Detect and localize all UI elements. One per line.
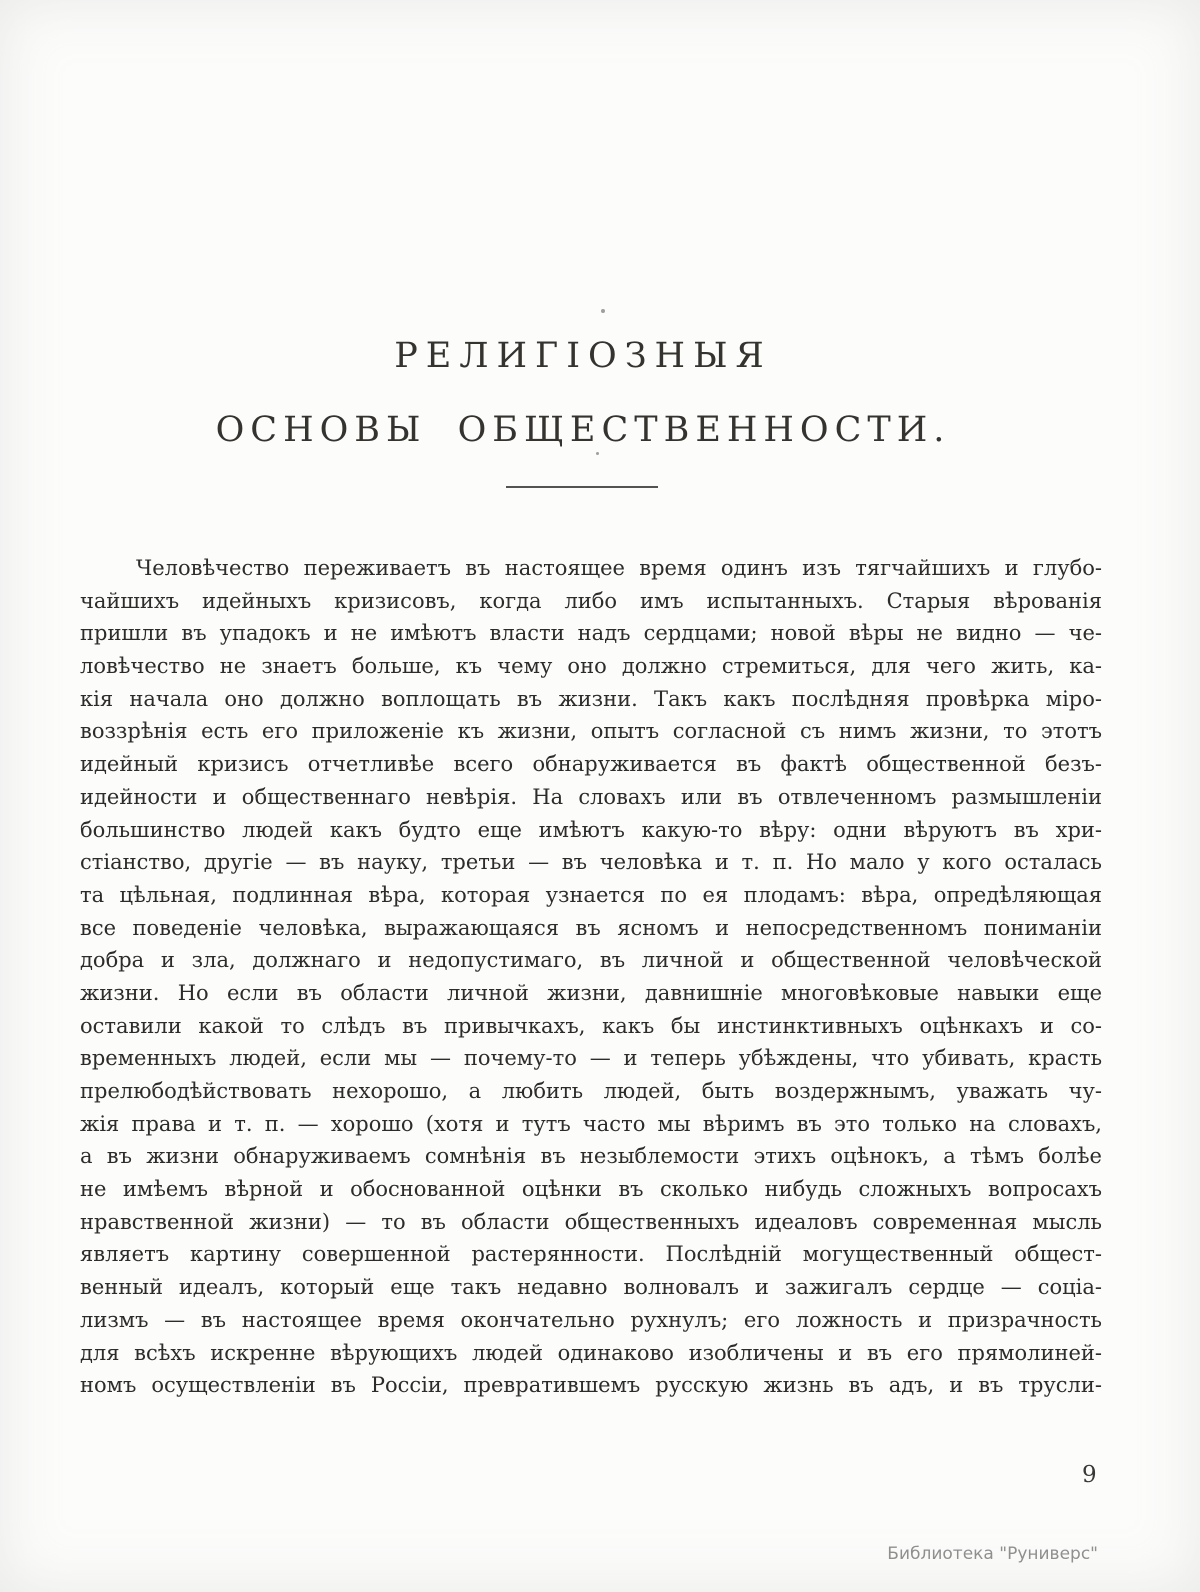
text-line: чайшихъ идейныхъ кризисовъ, когда либо имъ испытанныхъ. Старыя вѣрованія: [80, 588, 1102, 613]
text-line: не имѣемъ вѣрной и обоснованной оцѣнки въ сколько нибудь сложныхъ вопросахъ: [80, 1177, 1102, 1202]
text-line: Человѣчество переживаетъ въ настоящее время одинъ изъ тягчайшихъ и глубо-: [136, 556, 1102, 580]
text-line: ловѣчество не знаетъ больше, къ чему оно должно стремиться, для чего жить, ка-: [80, 654, 1102, 679]
library-watermark: Библиотека "Руниверс": [887, 1544, 1098, 1564]
text-line: номъ осуществленіи въ Россіи, превратившемъ русскую жизнь въ адъ, и въ трусли-: [80, 1373, 1102, 1398]
chapter-title-line-1: РЕЛИГІОЗНЫЯ: [394, 336, 772, 376]
text-line: все поведеніе человѣка, выражающаяся въ ясномъ и непосредственномъ пониманіи: [80, 915, 1102, 940]
text-line: для всѣхъ искренне вѣрующихъ людей одинаково изобличены и въ его прямолиней-: [80, 1340, 1102, 1365]
page-number: 9: [1082, 1462, 1097, 1488]
text-line: та цѣльная, подлинная вѣра, которая узнается по ея плодамъ: вѣра, опредѣляющая: [80, 882, 1102, 907]
text-line: являетъ картину совершенной растерянности. Послѣдній могущественный общест-: [80, 1242, 1102, 1267]
text-line: жія права и т. п. — хорошо (хотя и тутъ часто мы вѣримъ въ это только на словахъ,: [80, 1111, 1102, 1136]
scan-artifact-dot: [601, 309, 605, 313]
text-line: а въ жизни обнаруживаемъ сомнѣнія въ незыблемости этихъ оцѣнокъ, а тѣмъ болѣе: [80, 1144, 1102, 1169]
text-line: воззрѣнія есть его приложеніе къ жизни, опытъ согласной съ нимъ жизни, то этотъ: [80, 719, 1102, 744]
title-divider-rule: [506, 486, 658, 488]
text-line: жизни. Но если въ области личной жизни, давнишніе многовѣковые навыки еще: [80, 980, 1102, 1005]
text-line: оставили какой то слѣдъ въ привычкахъ, какъ бы инстинктивныхъ оцѣнкахъ и со-: [80, 1013, 1102, 1038]
text-line: прелюбодѣйствовать нехорошо, а любить людей, быть воздержнымъ, уважать чу-: [80, 1079, 1102, 1103]
text-line: пришли въ упадокъ и не имѣютъ власти надъ сердцами; новой вѣры не видно — че-: [80, 621, 1102, 646]
text-line: венный идеалъ, который еще такъ недавно волновалъ и зажигалъ сердце — соціа-: [80, 1275, 1102, 1300]
chapter-title-line-2: ОСНОВЫ ОБЩЕСТВЕННОСТИ.: [215, 410, 951, 450]
text-line: добра и зла, должнаго и недопустимаго, въ личной и общественной человѣческой: [80, 948, 1102, 973]
text-line: стіанство, другіе — въ науку, третьи — въ человѣка и т. п. Но мало у кого осталась: [80, 850, 1102, 875]
text-line: лизмъ — въ настоящее время окончательно рухнулъ; его ложность и призрачность: [80, 1307, 1102, 1332]
text-line: кія начала оно должно воплощать въ жизни. Такъ какъ послѣдняя провѣрка міро-: [80, 686, 1102, 711]
text-line: временныхъ людей, если мы — почему-то — и теперь убѣждены, что убивать, красть: [80, 1046, 1102, 1071]
text-line: большинство людей какъ будто еще имѣютъ какую-то вѣру: одни вѣруютъ въ хри-: [80, 817, 1102, 842]
text-line: нравственной жизни) — то въ области общественныхъ идеаловъ современная мысль: [80, 1209, 1102, 1234]
body-text: [80, 552, 1102, 1402]
scan-artifact-dot: [596, 452, 599, 455]
text-line: идейности и общественнаго невѣрія. На словахъ или въ отвлеченномъ размышленіи: [80, 784, 1102, 809]
text-line: идейный кризисъ отчетливѣе всего обнаруживается въ фактѣ общественной безъ-: [80, 752, 1102, 777]
